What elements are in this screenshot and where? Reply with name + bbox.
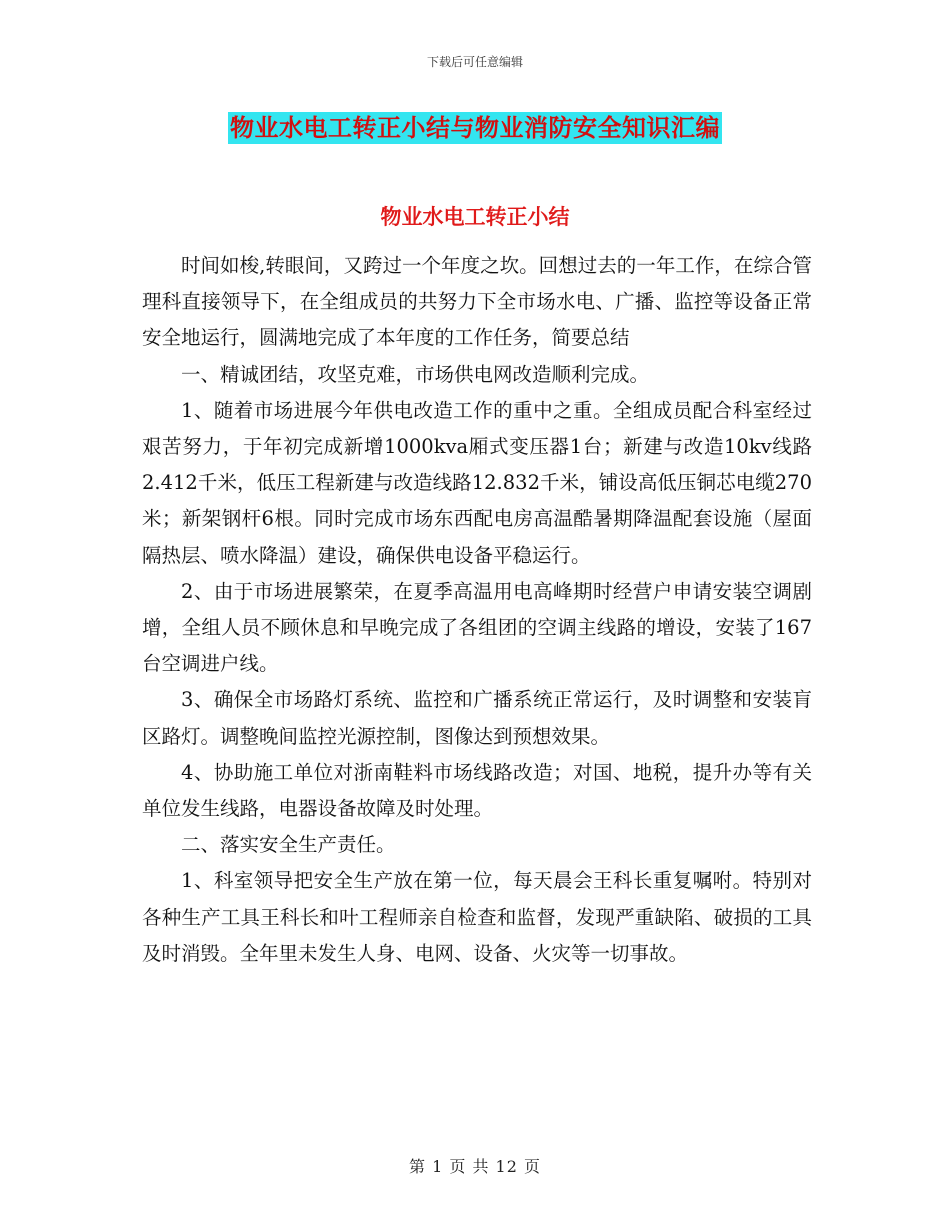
paragraph-item-1-3: 3、确保全市场路灯系统、监控和广播系统正常运行，及时调整和安装肓区路灯。调整晚间监控光源控制，图像达到预想效果。	[142, 688, 812, 748]
paragraph-intro: 时间如梭,转眼间，又跨过一个年度之坎。回想过去的一年工作，在综合管理科直接领导下，在全组成员的共努力下全市场水电、广播、监控等设备正常安全地运行，圆满地完成了本年度的工作任务，简要总结	[142, 254, 812, 350]
page-footer: 第 1 页 共 12 页	[409, 1157, 541, 1176]
document-body	[142, 248, 812, 972]
header-note: 下载后可任意编辑	[426, 55, 523, 69]
paragraph-item-1-4: 4、协助施工单位对浙南鞋料市场线路改造；对国、地税，提升办等有关单位发生线路，电器设备故障及时处理。	[142, 760, 812, 821]
paragraph-item-1-2: 2、由于市场进展繁荣，在夏季高温用电高峰期时经营户申请安装空调剧增，全组人员不顾休息和早晚完成了各组团的空调主线路的增设，安装了167台空调进户线。	[142, 579, 812, 676]
paragraph-item-2-1: 1、科室领导把安全生产放在第一位，每天晨会王科长重复嘱咐。特别对各种生产工具王科长和叶工程师亲自检查和监督，发现严重缺陷、破损的工具及时消毁。全年里未发生人身、电网、设备、火灾等一切事故。	[142, 869, 812, 965]
document-title-text: 物业水电工转正小结与物业消防安全知识汇编	[230, 113, 720, 142]
paragraph-heading-1: 一、精诚团结，攻坚克难，市场供电网改造顺利完成。	[181, 362, 650, 386]
section-title: 物业水电工转正小结	[380, 204, 570, 229]
document-title	[0, 112, 950, 144]
paragraph-item-1-1: 1、随着市场进展今年供电改造工作的重中之重。全组成员配合科室经过艰苦努力，于年初完成新增1000kva厢式变压器1台；新建与改造10kv线路2.412千米，低压工程新建与改造线路12.832千米，铺设高低压铜芯电缆270米；新架钢杆6根。同时完成市场东西配电房高温酷暑期降温配套设施（屋面隔热层、喷水降温）建设，确保供电设备平稳运行。	[142, 398, 812, 567]
paragraph-heading-2: 二、落实安全生产责任。	[181, 833, 396, 857]
